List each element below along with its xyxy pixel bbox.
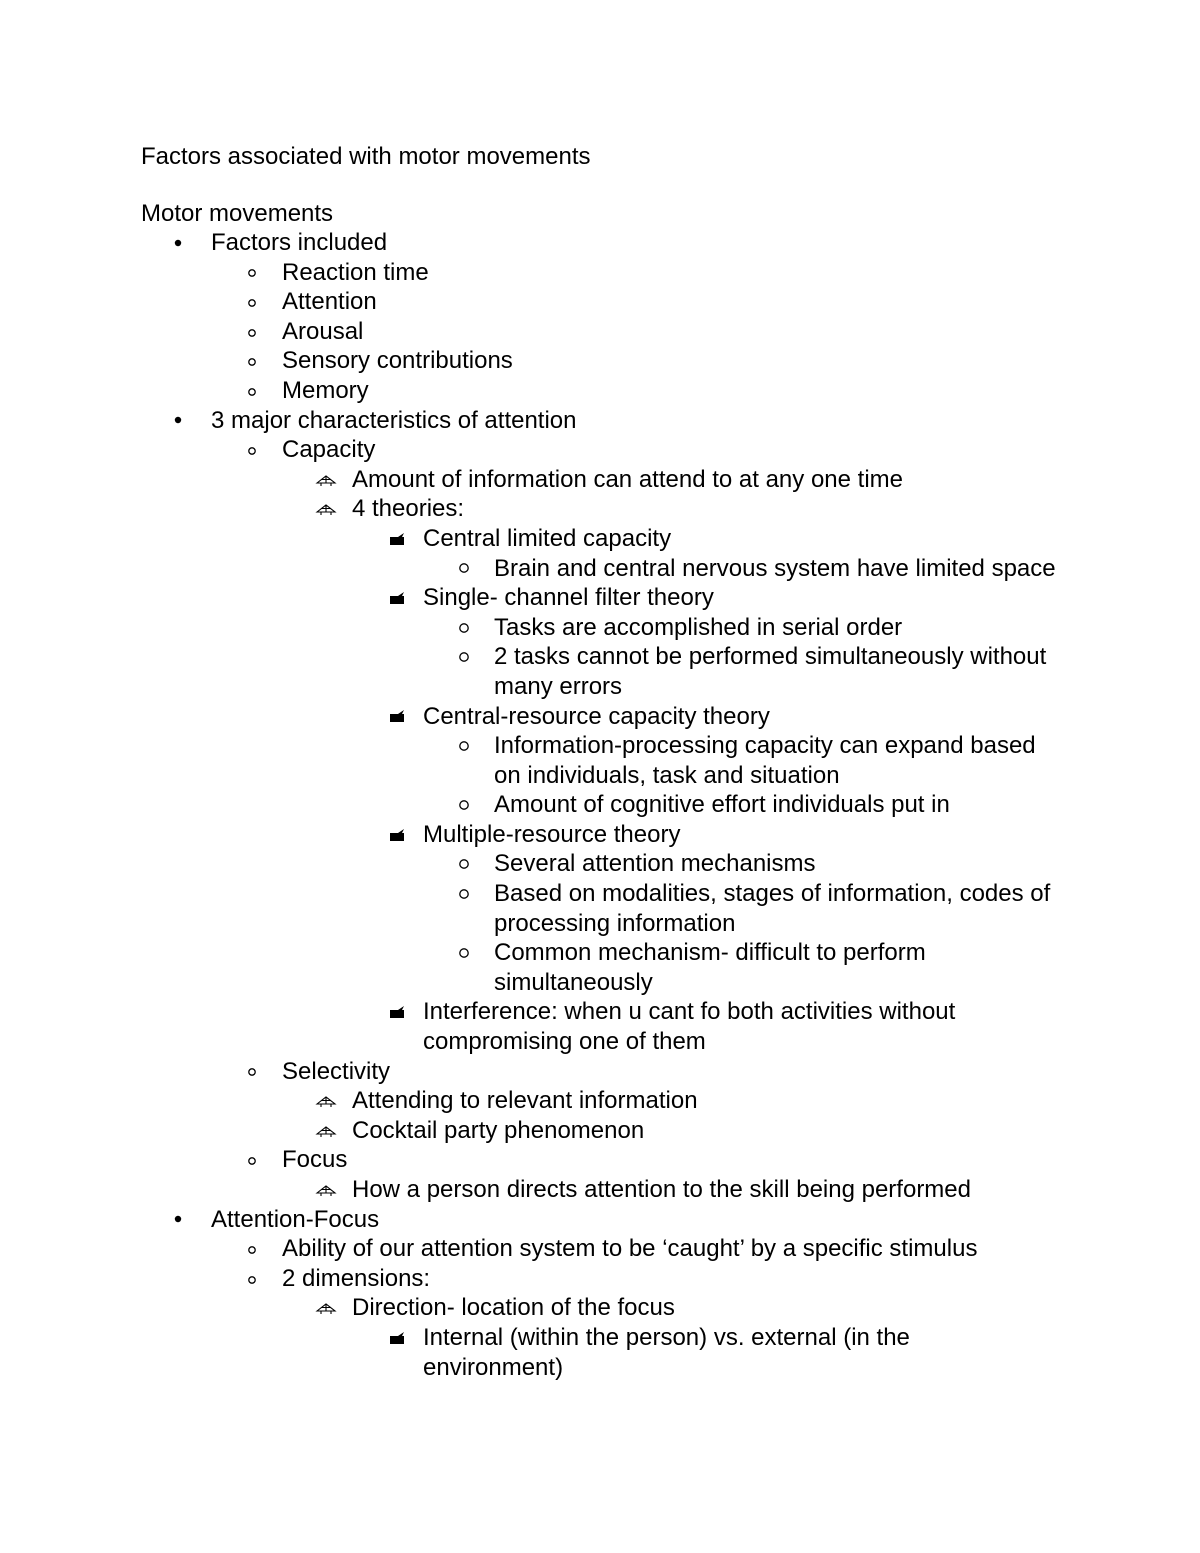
list-item-label: Direction- location of the focus	[352, 1294, 675, 1322]
list-item	[0, 524, 1200, 554]
list-item-label: Several attention mechanisms	[494, 850, 816, 878]
list-item	[0, 613, 1200, 643]
wingdings-hand-icon	[388, 583, 406, 613]
hollow-circle-icon	[458, 790, 470, 820]
page-title: Factors associated with motor movements	[141, 143, 591, 170]
list-item-label: Arousal	[282, 317, 364, 345]
wingdings-diamond-icon	[315, 1116, 337, 1146]
list-item-label: Focus	[282, 1146, 348, 1174]
list-item	[0, 1175, 1200, 1205]
hollow-circle-icon	[247, 1145, 257, 1175]
list-item-label: How a person directs attention to the skill being performed	[352, 1176, 971, 1203]
hollow-circle-icon	[458, 938, 470, 968]
list-item-label: 3 major characteristics of attention	[211, 406, 577, 434]
wingdings-hand-icon	[388, 702, 406, 732]
hollow-circle-icon	[458, 554, 470, 584]
list-item	[0, 790, 1200, 820]
list-item-label: Common mechanism- difficult to perform simultaneously	[494, 939, 926, 996]
wingdings-hand-icon	[388, 524, 406, 554]
list-item	[0, 1145, 1200, 1175]
hollow-circle-icon	[247, 287, 257, 317]
hollow-circle-icon	[247, 346, 257, 376]
list-item	[0, 1264, 1200, 1294]
hollow-circle-icon	[247, 435, 257, 465]
list-item-label: Selectivity	[282, 1057, 391, 1085]
list-item	[0, 1293, 1200, 1323]
list-item	[0, 258, 1200, 288]
list-item-label: Based on modalities, stages of information, codes of processing information	[494, 880, 1051, 937]
list-item	[0, 465, 1200, 495]
filled-dot-icon	[174, 1205, 182, 1235]
filled-dot-icon	[174, 406, 182, 436]
hollow-circle-icon	[247, 1234, 257, 1264]
list-item	[0, 494, 1200, 524]
hollow-circle-icon	[247, 1057, 257, 1087]
list-item	[0, 554, 1200, 584]
list-item	[0, 938, 1200, 997]
wingdings-diamond-icon	[315, 1175, 337, 1205]
list-item-label: Memory	[282, 376, 369, 404]
list-item-label: Multiple-resource theory	[423, 820, 681, 848]
list-item-label: Information-processing capacity can expand based on individuals, task and situation	[494, 732, 1036, 789]
list-item-label: Single- channel filter theory	[423, 584, 714, 612]
list-item-label: Tasks are accomplished in serial order	[494, 613, 903, 641]
list-item	[0, 642, 1200, 701]
wingdings-diamond-icon	[315, 1086, 337, 1116]
list-item	[0, 583, 1200, 613]
list-item-label: Attention-Focus	[211, 1205, 380, 1233]
list-item	[0, 820, 1200, 850]
list-item-label: Capacity	[282, 436, 376, 464]
list-item-label: 2 tasks cannot be performed simultaneously without many errors	[494, 643, 1047, 700]
list-item-label: Ability of our attention system to be ‘caught’ by a specific stimulus	[282, 1235, 978, 1263]
list-item-label: 2 dimensions:	[282, 1264, 431, 1292]
wingdings-diamond-icon	[315, 494, 337, 524]
hollow-circle-icon	[247, 376, 257, 406]
list-item	[0, 346, 1200, 376]
list-item	[0, 376, 1200, 406]
list-item-label: Amount of cognitive effort individuals put in	[494, 791, 950, 819]
list-item	[0, 849, 1200, 879]
list-item	[0, 228, 1200, 258]
list-item	[0, 731, 1200, 790]
outline-list	[0, 228, 1200, 1382]
list-item	[0, 997, 1200, 1056]
list-item	[0, 287, 1200, 317]
list-item-label: Central limited capacity	[423, 524, 672, 552]
wingdings-diamond-icon	[315, 1293, 337, 1323]
hollow-circle-icon	[247, 317, 257, 347]
list-item-label: Central-resource capacity theory	[423, 702, 770, 730]
hollow-circle-icon	[458, 731, 470, 761]
list-item	[0, 317, 1200, 347]
list-item-label: Sensory contributions	[282, 347, 513, 375]
wingdings-diamond-icon	[315, 465, 337, 495]
list-item	[0, 1057, 1200, 1087]
wingdings-hand-icon	[388, 997, 406, 1027]
list-item	[0, 1323, 1200, 1382]
hollow-circle-icon	[458, 642, 470, 672]
list-item	[0, 435, 1200, 465]
list-item-label: Interference: when u cant fo both activities without compromising one of them	[423, 998, 956, 1056]
list-item	[0, 1234, 1200, 1264]
list-item	[0, 1086, 1200, 1116]
filled-dot-icon	[174, 228, 182, 258]
list-item-label: Attention	[282, 288, 377, 316]
list-item-label: Cocktail party phenomenon	[352, 1116, 645, 1144]
section-heading: Motor movements	[141, 200, 334, 227]
list-item-label: Brain and central nervous system have limited space	[494, 554, 1056, 582]
hollow-circle-icon	[247, 1264, 257, 1294]
list-item	[0, 879, 1200, 938]
list-item-label: 4 theories:	[352, 495, 465, 523]
list-item-label: Attending to relevant information	[352, 1087, 698, 1115]
hollow-circle-icon	[458, 613, 470, 643]
list-item-label: Factors included	[211, 229, 388, 256]
list-item	[0, 1205, 1200, 1235]
list-item-label: Amount of information can attend to at any one time	[352, 465, 903, 493]
hollow-circle-icon	[458, 879, 470, 909]
list-item-label: Internal (within the person) vs. external (in the environment)	[423, 1323, 910, 1381]
wingdings-hand-icon	[388, 1323, 406, 1353]
list-item	[0, 702, 1200, 732]
list-item	[0, 1116, 1200, 1146]
wingdings-hand-icon	[388, 820, 406, 850]
hollow-circle-icon	[247, 258, 257, 288]
hollow-circle-icon	[458, 849, 470, 879]
list-item	[0, 406, 1200, 436]
list-item-label: Reaction time	[282, 258, 429, 286]
